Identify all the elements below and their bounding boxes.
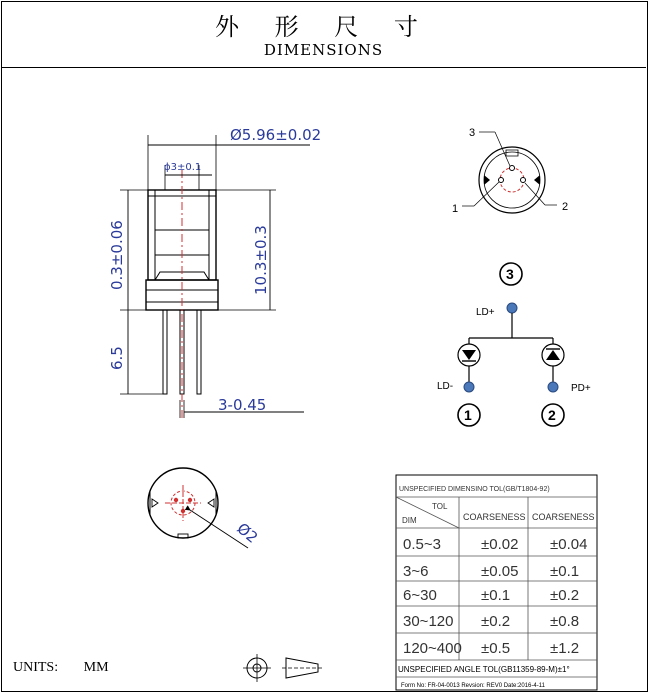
tol-row-c1: ±0.2 [481, 613, 511, 630]
tol-row-c2: ±0.8 [550, 613, 580, 630]
units-value: MM [83, 660, 109, 675]
label-pin-width: 3-0.45 [218, 396, 267, 414]
tol-row-c1: ±0.5 [481, 640, 511, 657]
node-3-label: 3 [506, 266, 514, 282]
label-inner-diameter: ϕ3±0.1 [164, 162, 202, 173]
title-chinese: 外 形 尺 寸 [215, 13, 432, 41]
tol-angle: UNSPECIFIED ANGLE TOL(GB11359-89-M)±1° [398, 665, 570, 674]
tol-row-c1: ±0.05 [481, 563, 519, 580]
label-outer-diameter: Ø5.96±0.02 [230, 126, 322, 144]
tolerance-text [398, 486, 595, 689]
tol-dim-label: DIM [402, 516, 417, 525]
label-pin-length: 6.5 [108, 346, 126, 370]
pd-plus-label: PD+ [571, 383, 591, 394]
pin-right [197, 310, 201, 394]
tol-row-c1: ±0.02 [481, 536, 519, 553]
tol-row-c2: ±0.04 [550, 536, 588, 553]
tol-row-c2: ±1.2 [550, 640, 580, 657]
tol-col2: COARSENESS [532, 512, 595, 522]
tol-row-dim: 120~400 [403, 640, 462, 657]
tol-row-dim: 30~120 [403, 613, 454, 630]
units-label [13, 660, 109, 676]
tol-row-c1: ±0.1 [481, 587, 511, 604]
tol-col1: COARSENESS [463, 512, 526, 522]
ld-minus-label: LD- [437, 381, 454, 392]
circuit-diagram [458, 263, 564, 426]
pin-view-label-2: 2 [562, 201, 569, 213]
pin-view [462, 132, 557, 213]
tol-header: UNSPECIFIED DIMENSINO TOL(GB/T1804-92) [399, 486, 550, 493]
title-english: DIMENSIONS [263, 41, 384, 59]
ld-plus-label: LD+ [476, 307, 495, 318]
ld-minus-node [464, 382, 474, 392]
tol-row-dim: 3~6 [403, 563, 429, 580]
tol-row-dim: 6~30 [403, 587, 437, 604]
pin-left [163, 310, 167, 394]
tol-form: Form No: FR-04-0013 Revsion: REV0 Date:2016-4-11 [401, 683, 545, 689]
projection-symbol [243, 654, 322, 682]
pd-plus-node [548, 382, 558, 392]
label-bottom-diameter: Ø2 [233, 519, 262, 547]
tol-row-c2: ±0.1 [550, 563, 580, 580]
pin-view-label-1: 1 [452, 203, 459, 215]
label-right-height: 10.3±0.3 [252, 225, 270, 295]
node-1-label: 1 [464, 407, 472, 423]
tolerance-table [396, 475, 597, 690]
side-view [120, 135, 310, 420]
units-key: UNITS: [13, 660, 59, 675]
node-2-label: 2 [548, 407, 556, 423]
tol-row-dim: 0.5~3 [403, 536, 441, 553]
tol-tol-label: TOL [432, 502, 448, 511]
ld-plus-node [507, 303, 517, 313]
pin-view-label-3: 3 [469, 127, 476, 139]
tol-row-c2: ±0.2 [550, 587, 580, 604]
label-left-height: 0.3±0.06 [108, 220, 126, 290]
bottom-view [148, 468, 248, 548]
